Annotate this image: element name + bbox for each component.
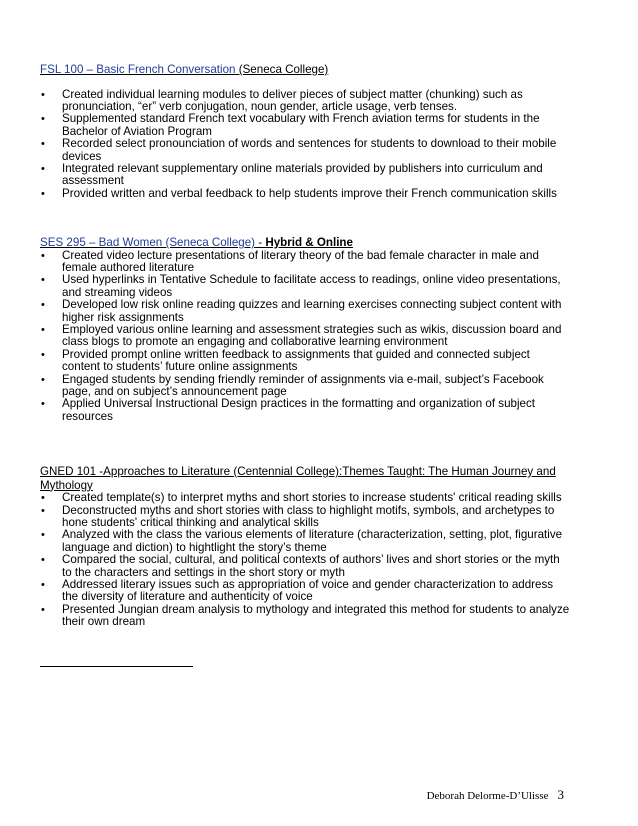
list-item-text: Provided prompt online written feedback to assignments that guided and connected subject content to students’ future online assignments — [62, 347, 530, 374]
list-item — [40, 398, 570, 423]
list-item-text: Created individual learning modules to deliver pieces of subject matter (chunking) such as pronunciation, “er” verb conjugation, noun gender, article usage, verb tenses. — [62, 87, 523, 113]
list-item — [40, 579, 570, 604]
list-item-text: Supplemented standard French text vocabulary with French aviation terms for students in the Bachelor of Aviation Program — [62, 112, 540, 138]
list-item-text: Employed various online learning and assessment strategies such as wikis, discussion board and class blogs to promote an engaging and collaborative learning environment — [62, 323, 562, 349]
list-item-text: Recorded select pronounciation of words and sentences for students to download to their mobile devices — [62, 137, 557, 163]
bullet-icon: • — [41, 113, 45, 126]
bullet-icon: • — [41, 492, 45, 505]
list-item-text: Presented Jungian dream analysis to mythology and integrated this method for students to analyze their own dream — [62, 602, 570, 629]
list-item — [40, 349, 570, 374]
list-item — [40, 604, 570, 629]
list-item-text: Analyzed with the class the various elements of literature (characterization, setting, plot, figurative language and diction) to hightlight the story’s theme — [62, 528, 563, 554]
bullet-icon: • — [41, 163, 45, 176]
course-heading-college: (Seneca College) — [235, 63, 329, 76]
page-number: 3 — [557, 787, 564, 802]
list-item — [40, 299, 570, 324]
bullet-list-gned101 — [40, 492, 570, 628]
course-heading-gned101 — [40, 465, 570, 492]
list-item — [40, 274, 570, 299]
bullet-icon: • — [41, 249, 45, 262]
bullet-icon: • — [41, 579, 45, 592]
course-heading-fsl100 — [40, 63, 570, 77]
list-item — [40, 138, 570, 163]
list-item-text: Developed low risk online reading quizzes and learning exercises connecting subject content with higher risk assignments — [62, 298, 562, 324]
course-heading-ses295 — [40, 236, 570, 250]
list-item — [40, 89, 570, 114]
course-delivery-mode: Hybrid & Online — [265, 236, 353, 249]
bullet-icon: • — [41, 88, 45, 101]
bullet-icon: • — [41, 348, 45, 361]
list-item — [40, 529, 570, 554]
bullet-list-ses295 — [40, 250, 570, 424]
course-link-ses295[interactable]: SES 295 – Bad Women (Seneca College) — [40, 236, 256, 249]
bullet-icon: • — [41, 529, 45, 542]
bullet-icon: • — [41, 138, 45, 151]
list-item-text: Integrated relevant supplementary online materials provided by publishers into curriculum and assessment — [62, 162, 543, 188]
bullet-icon: • — [41, 398, 45, 411]
course-heading-gned101-text: GNED 101 -Approaches to Literature (Centennial College):Themes Taught: The Human Journey and Mythology — [40, 465, 556, 492]
bullet-icon: • — [41, 299, 45, 312]
course-link-fsl100[interactable]: FSL 100 – Basic French Conversation — [40, 63, 236, 76]
bullet-icon: • — [41, 324, 45, 337]
list-item-text: Provided written and verbal feedback to help students improve their French communication skills — [62, 186, 557, 200]
list-item — [40, 324, 570, 349]
list-item — [40, 113, 570, 138]
bullet-icon: • — [41, 187, 45, 200]
list-item-text: Used hyperlinks in Tentative Schedule to facilitate access to readings, online video presentations, and streaming videos — [62, 273, 561, 299]
bullet-icon: • — [41, 603, 45, 616]
list-item-text: Engaged students by sending friendly reminder of assignments via e-mail, subject’s Facebook page, and on subject’s announcement page — [62, 372, 544, 399]
list-item — [40, 554, 570, 579]
list-item — [40, 505, 570, 530]
bullet-icon: • — [41, 274, 45, 287]
list-item-text: Applied Universal Instructional Design practices in the formatting and organization of subject resources — [62, 397, 536, 423]
list-item — [40, 250, 570, 275]
list-item-text: Created template(s) to interpret myths and short stories to increase students' critical reading skills — [62, 491, 562, 505]
bullet-icon: • — [41, 504, 45, 517]
bullet-list-fsl100 — [40, 89, 570, 201]
course-heading-separator: - — [255, 236, 266, 249]
footer-author: Deborah Delorme-D’Ulisse — [426, 790, 549, 802]
list-item — [40, 374, 570, 399]
list-item-text: Deconstructed myths and short stories with class to highlight motifs, symbols, and archetypes to hone students' critical thinking and analytical skills — [62, 503, 555, 529]
page-footer — [427, 787, 564, 803]
course-section-ses295 — [40, 236, 570, 423]
list-item — [40, 188, 570, 200]
bullet-icon: • — [41, 554, 45, 567]
footnote-separator — [40, 666, 193, 667]
list-item-text: Compared the social, cultural, and political contexts of authors’ lives and short stories or the myth to the characters and settings in the short story or myth — [62, 553, 560, 579]
list-item-text: Created video lecture presentations of literary theory of the bad female character in male and female authored literature — [62, 248, 539, 274]
list-item — [40, 163, 570, 188]
course-section-gned101 — [40, 465, 570, 629]
list-item-text: Addressed literary issues such as appropriation of voice and gender characterization to address the diversity of literature and authenticity of voice — [62, 578, 554, 604]
course-section-fsl100 — [40, 63, 570, 200]
bullet-icon: • — [41, 373, 45, 386]
